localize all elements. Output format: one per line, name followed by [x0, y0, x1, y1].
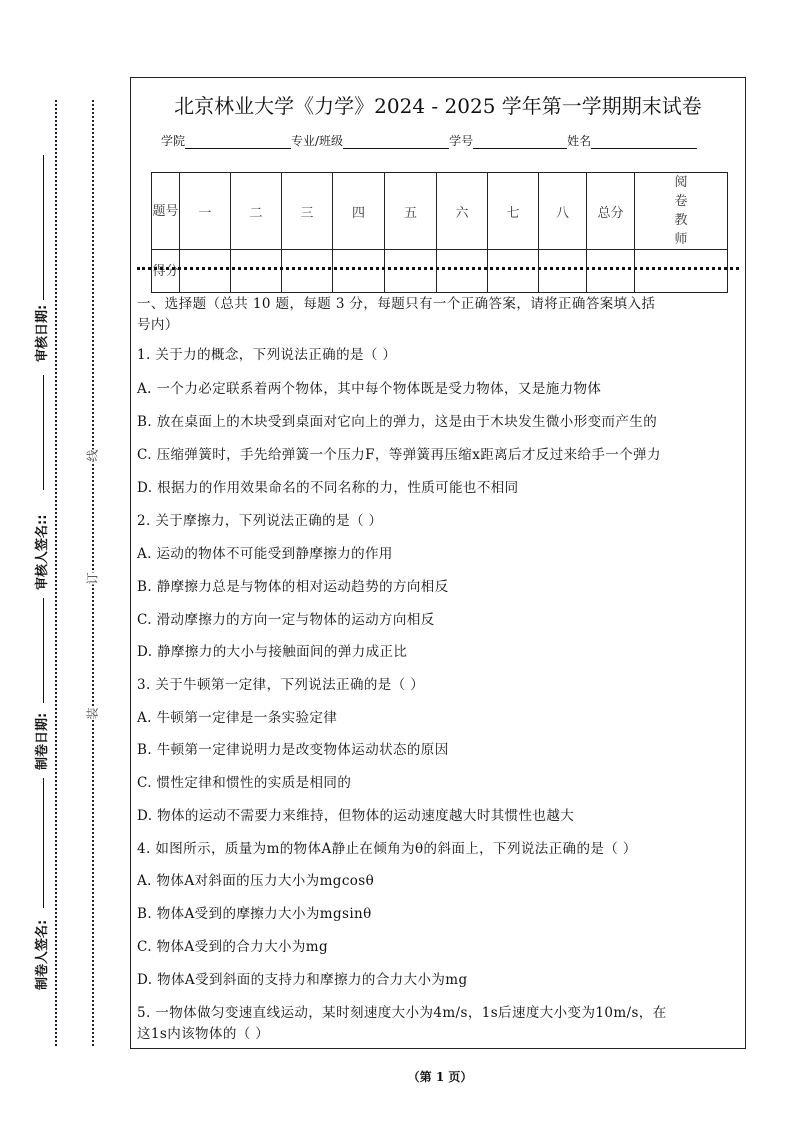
col-header: 六 [437, 173, 488, 250]
score-label: 得分 [152, 250, 180, 293]
question-stem: 1. 关于力的概念，下列说法正确的是（ ） [137, 347, 397, 363]
answer-option: D. 静摩擦力的大小与接触面间的弹力成正比 [137, 644, 408, 660]
col-header: 阅卷教师 [635, 173, 728, 250]
answer-option: B. 放在桌面上的木块受到桌面对它向上的弹力，这是由于木块发生微小形变而产生的 [137, 414, 658, 430]
section-heading-line1: 一、选择题（总共 10 题，每题 3 分，每题只有一个正确答案，请将正确答案填入括 [137, 296, 656, 312]
score-table [151, 172, 728, 293]
score-cell[interactable] [385, 250, 437, 293]
answer-option: C. 滑动摩擦力的方向一定与物体的运动方向相反 [137, 612, 435, 628]
binding-char-xian: 线 [85, 449, 100, 462]
answer-option: C. 物体A受到的合力大小为mg [137, 939, 329, 955]
question-stem: 2. 关于摩擦力，下列说法正确的是（ ） [137, 513, 383, 529]
name-field[interactable] [591, 136, 697, 149]
answer-option: C. 压缩弹簧时，手先给弹簧一个压力F，等弹簧再压缩x距离后才反过来给手一个弹力 [137, 447, 661, 463]
student-info-row [161, 132, 697, 149]
score-table-header-row [152, 173, 728, 250]
exam-title: 北京林业大学《力学》2024 - 2025 学年第一学期期末试卷 [174, 94, 702, 118]
question-stem-continued: 这1s内该物体的（ ） [137, 1026, 270, 1042]
answer-option: B. 牛顿第一定律说明力是改变物体运动状态的原因 [137, 742, 449, 758]
preparer-signature-label: 制卷人签名: [35, 919, 50, 990]
binding-char-zhuang: 装 [85, 707, 100, 720]
col-header: 八 [539, 173, 587, 250]
answer-option: A. 牛顿第一定律是一条实验定律 [137, 710, 338, 726]
review-date-label: 审核日期: [35, 304, 50, 362]
answer-option: D. 物体A受到斜面的支持力和摩擦力的合力大小为mg [137, 972, 468, 988]
reviewer-signature-blank [43, 375, 44, 490]
student-id-label: 学号 [449, 134, 474, 148]
score-cell[interactable] [231, 250, 282, 293]
page-number: （第 1 页） [407, 1070, 473, 1084]
col-header: 五 [385, 173, 437, 250]
answer-option: D. 根据力的作用效果命名的不同名称的力，性质可能也不相同 [137, 480, 519, 496]
section-divider [137, 267, 739, 270]
section-heading-line2: 号内） [137, 317, 179, 333]
major-class-field[interactable] [343, 136, 449, 149]
score-table-score-row [152, 250, 728, 293]
answer-option: A. 运动的物体不可能受到静摩擦力的作用 [137, 546, 393, 562]
score-cell[interactable] [587, 250, 635, 293]
score-cell[interactable] [437, 250, 488, 293]
answer-option: A. 一个力必定联系着两个物体，其中每个物体既是受力物体，又是施力物体 [137, 381, 602, 397]
answer-option: D. 物体的运动不需要力来维持，但物体的运动速度越大时其惯性也越大 [137, 808, 575, 824]
question-stem: 4. 如图所示，质量为m的物体A静止在倾角为θ的斜面上，下列说法正确的是（ ） [137, 841, 637, 857]
answer-option: B. 物体A受到的摩擦力大小为mgsinθ [137, 906, 372, 922]
score-cell[interactable] [180, 250, 231, 293]
col-header: 七 [488, 173, 539, 250]
binding-char-ding: 订 [85, 572, 100, 585]
major-class-label: 专业/班级 [291, 134, 344, 148]
col-header: 四 [333, 173, 385, 250]
score-cell[interactable] [333, 250, 385, 293]
score-cell[interactable] [635, 250, 728, 293]
answer-option: C. 惯性定律和惯性的实质是相同的 [137, 775, 352, 791]
score-cell[interactable] [488, 250, 539, 293]
margin-dotted-line-outer [55, 100, 57, 1046]
exam-page-frame [130, 77, 746, 1049]
college-field[interactable] [185, 136, 291, 149]
prep-date-blank [43, 598, 44, 703]
header-label: 题号 [152, 173, 180, 250]
student-id-field[interactable] [473, 136, 567, 149]
name-label: 姓名 [567, 134, 592, 148]
answer-option: B. 静摩擦力总是与物体的相对运动趋势的方向相反 [137, 579, 449, 595]
answer-option: A. 物体A对斜面的压力大小为mgcosθ [137, 873, 375, 889]
review-date-blank [43, 155, 44, 300]
col-header: 三 [282, 173, 333, 250]
question-stem: 3. 关于牛顿第一定律，下列说法正确的是（ ） [137, 677, 425, 693]
col-header: 一 [180, 173, 231, 250]
college-label: 学院 [161, 134, 186, 148]
question-stem: 5. 一物体做匀变速直线运动，某时刻速度大小为4m/s，1s后速度大小变为10m/s，在 [137, 1005, 667, 1021]
prep-date-label: 制卷日期: [35, 712, 50, 770]
col-header: 总分 [587, 173, 635, 250]
preparer-signature-blank [43, 778, 44, 908]
score-cell[interactable] [539, 250, 587, 293]
score-cell[interactable] [282, 250, 333, 293]
col-header: 二 [231, 173, 282, 250]
reviewer-signature-label: 审核人签名:: [35, 514, 50, 590]
